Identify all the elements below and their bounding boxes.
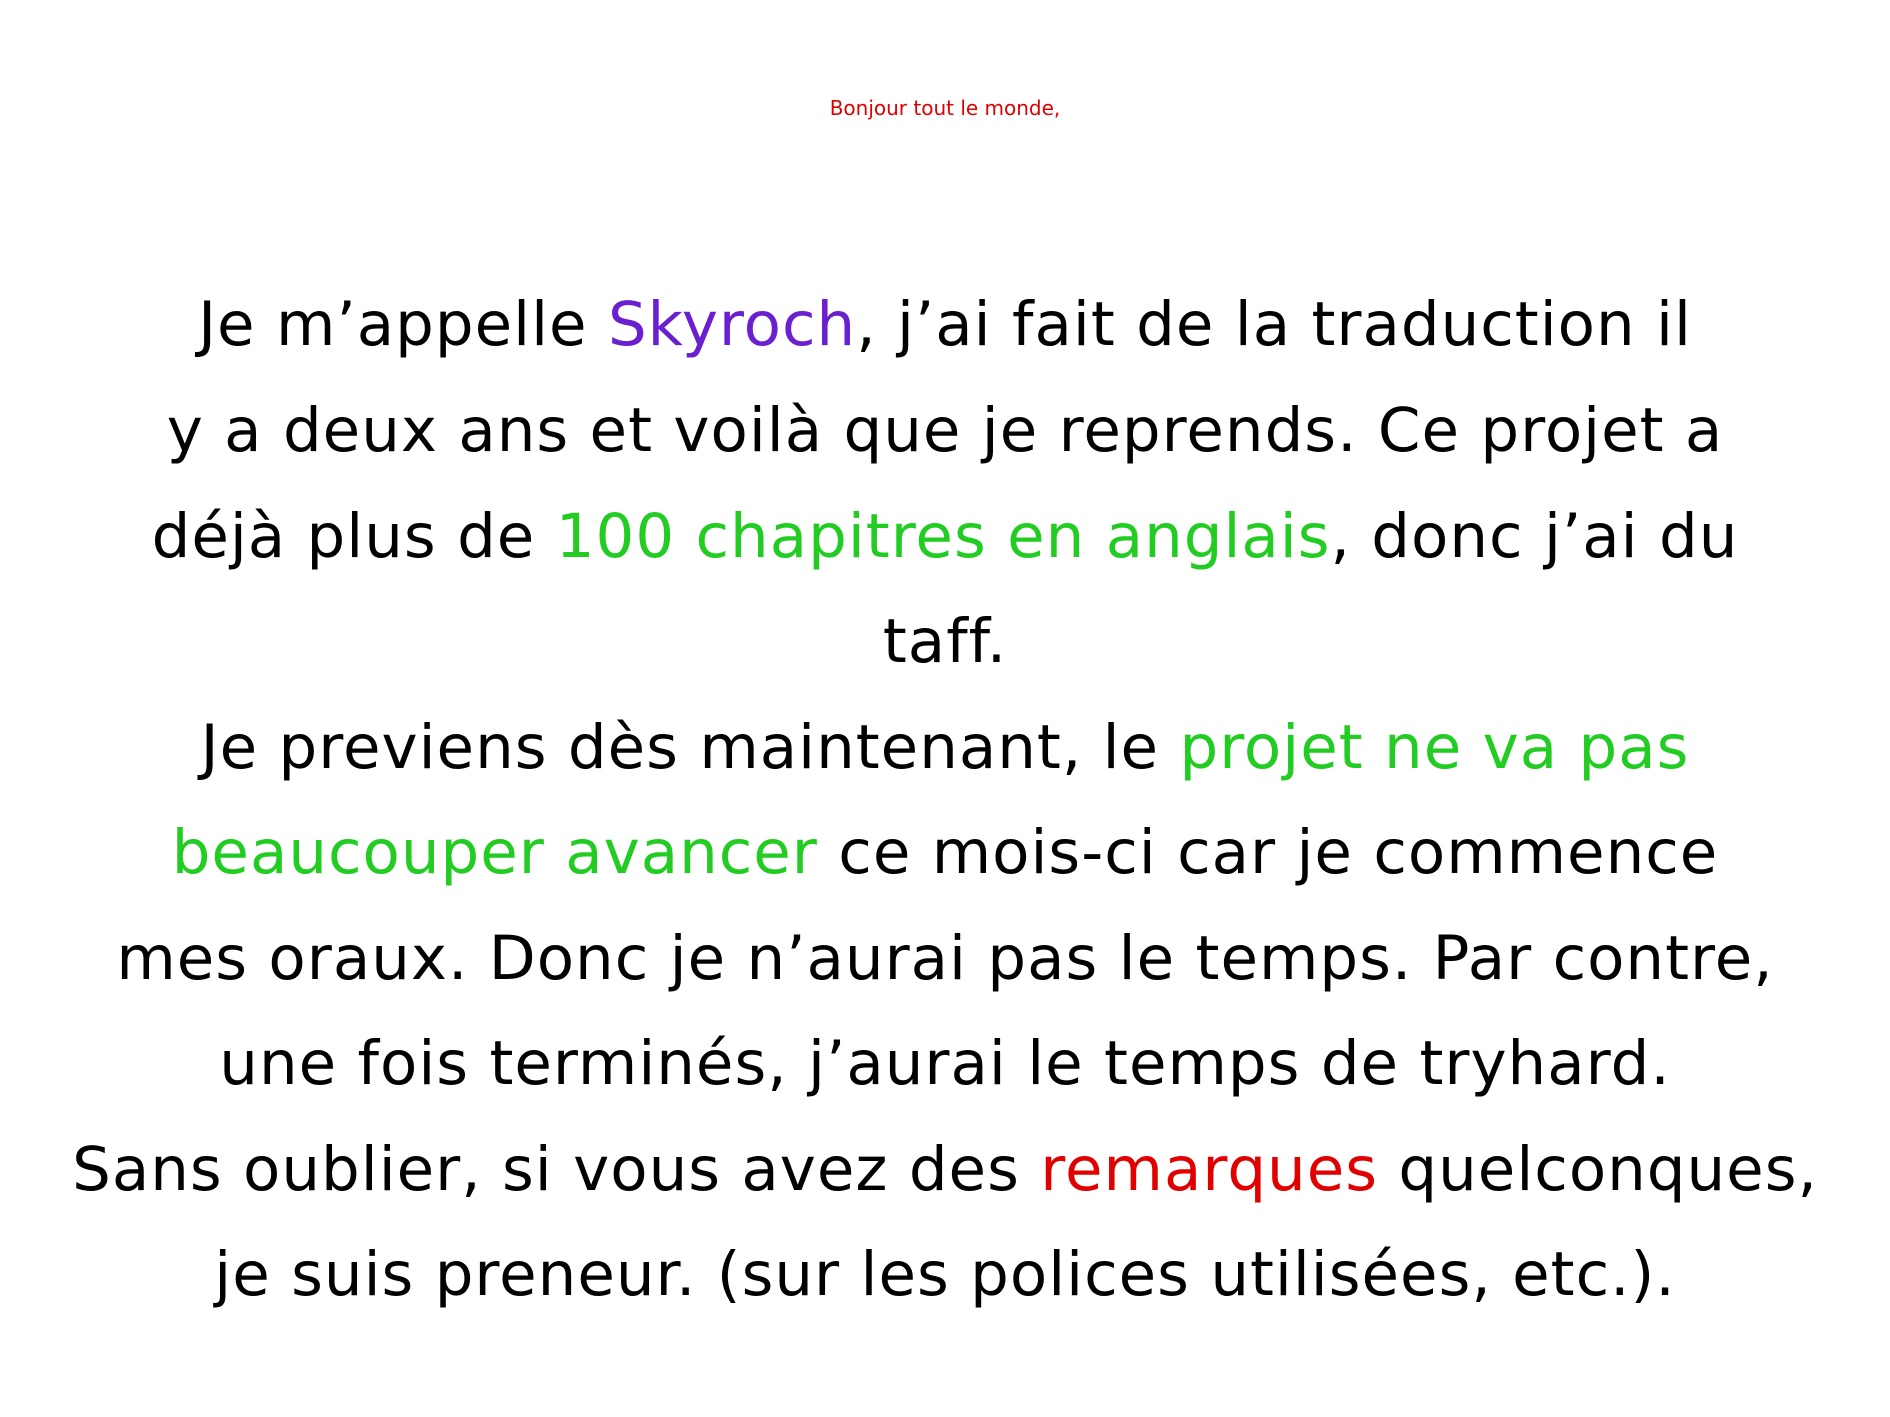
line-5-text-a: Je previens dès maintenant, le: [200, 712, 1180, 783]
remarks-highlight: remarques: [1040, 1134, 1379, 1205]
line-9-text-a: Sans oublier, si vous avez des: [72, 1134, 1041, 1205]
body-line-7: [0, 919, 1890, 999]
line-7-text: mes oraux. Donc je n’aurai pas le temps. Par contre,: [116, 923, 1774, 994]
line-1-text-a: Je m’appelle: [198, 289, 608, 360]
line-8-text: une fois terminés, j’aurai le temps de tryhard.: [219, 1028, 1671, 1099]
body-line-8: [0, 1024, 1890, 1104]
greeting-heading: Bonjour tout le monde,: [829, 96, 1061, 120]
body-line-2: [0, 391, 1890, 471]
line-10-text: je suis preneur. (sur les polices utilisées, etc.).: [214, 1239, 1676, 1310]
line-6-text-b: ce mois-ci car je commence: [817, 817, 1719, 888]
body-line-10: [0, 1235, 1890, 1315]
project-warning-highlight-1: projet ne va pas: [1179, 712, 1690, 783]
body-line-1: [0, 285, 1890, 365]
line-3-text-a: déjà plus de: [151, 501, 556, 572]
body-line-4: [0, 602, 1890, 682]
line-2-text: y a deux ans et voilà que je reprends. Ce projet a: [166, 395, 1724, 466]
body-line-6: [0, 813, 1890, 893]
line-9-text-c: quelconques,: [1378, 1134, 1818, 1205]
line-3-text-c: , donc j’ai du: [1330, 501, 1739, 572]
project-warning-highlight-2: beaucouper avancer: [171, 817, 818, 888]
translator-name: Skyroch: [607, 289, 857, 360]
chapters-highlight: 100 chapitres en anglais: [555, 501, 1331, 572]
line-4-text: taff.: [882, 606, 1008, 677]
body-line-3: [0, 497, 1890, 577]
line-1-text-c: , j’ai fait de la traduction il: [856, 289, 1692, 360]
body-line-5: [0, 708, 1890, 788]
body-line-9: [0, 1130, 1890, 1210]
